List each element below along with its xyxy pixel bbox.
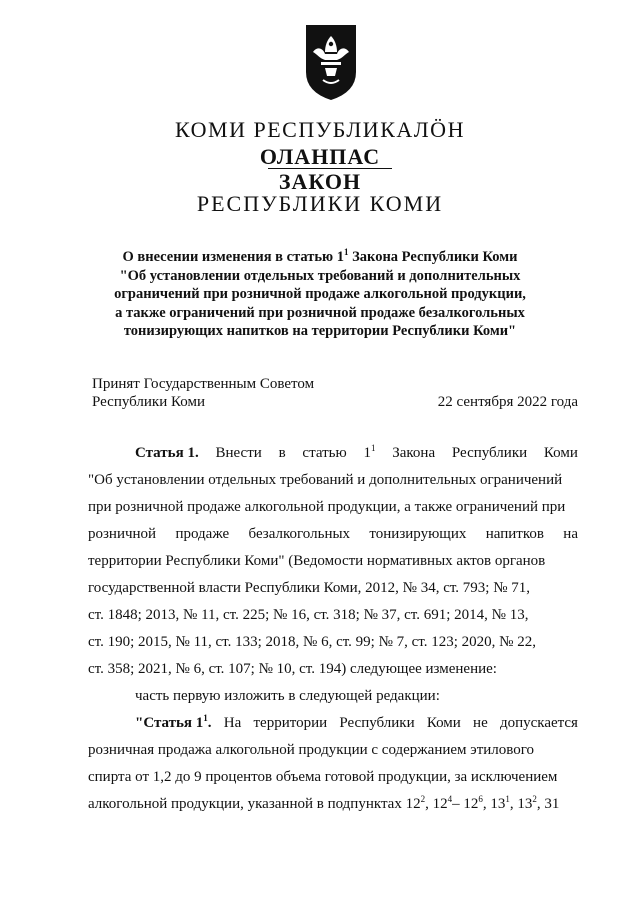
article1-line7: ст. 1848; 2013, № 11, ст. 225; № 16, ст. 318; № 37, ст. 691; 2014, № 13, xyxy=(88,607,529,623)
article1-line6: государственной власти Республики Коми, 2012, № 34, ст. 793; № 71, xyxy=(88,580,531,596)
header-olanpas: ОЛАНПАС xyxy=(259,144,381,169)
adoption-date: 22 сентября 2022 года xyxy=(437,394,578,410)
article1-line8: ст. 190; 2015, № 11, ст. 133; 2018, № 6, ст. 99; № 7, ст. 123; 2020, № 22, xyxy=(88,634,536,650)
quoted-article-line1: "Статья $1^1$. На территории Республики Коми не допускается xyxy=(135,713,578,731)
header-republic: РЕСПУБЛИКИ КОМИ xyxy=(196,191,444,216)
article1-line3: при розничной продаже алкогольной продукции, а также ограничений при xyxy=(88,499,566,515)
adopted-by: Принят Государственным Советом Республики Коми xyxy=(92,376,315,410)
article1-line1: Статья 1. Внести в статью $1^1$ Закона Республики Коми xyxy=(135,443,578,461)
article1-line2: "Об установлении отдельных требований и дополнительных ограничений xyxy=(88,472,563,488)
quoted-article-line2: розничная продажа алкогольной продукции с содержанием этилового xyxy=(88,742,535,758)
article1-line4: розничной продаже безалкогольных тонизирующих напитков на xyxy=(88,526,578,542)
law-title: О внесении изменения в статью $1^1$ Закона Республики Коми "Об установлении отдельных требований и дополнительных ограничений при розничной продаже алкогольной продукции, а также ограничений при розничной продаже безалкогольных тонизирующих напитков на территории Республики Коми" xyxy=(114,247,526,339)
article1-line5: территории Республики Коми" (Ведомости нормативных актов органов xyxy=(88,553,546,569)
article1-line10: часть первую изложить в следующей редакции: xyxy=(135,688,440,704)
header-komi-language: КОМИ РЕСПУБЛИКАЛӦН xyxy=(175,117,465,142)
quoted-article-line4: алкогольной продукции, указанной в подпунктах $12^2$, $12^4-$ $12^6$, $13^1$, $13^2$, 31 xyxy=(88,794,560,812)
coat-of-arms-emblem xyxy=(303,22,359,102)
quoted-article-line3: спирта от 1,2 до 9 процентов объема готовой продукции, за исключением xyxy=(88,769,558,785)
header-zakon: ЗАКОН xyxy=(278,169,362,194)
article1-line9: ст. 358; 2021, № 6, ст. 107; № 10, ст. 194) следующее изменение: xyxy=(88,661,497,677)
